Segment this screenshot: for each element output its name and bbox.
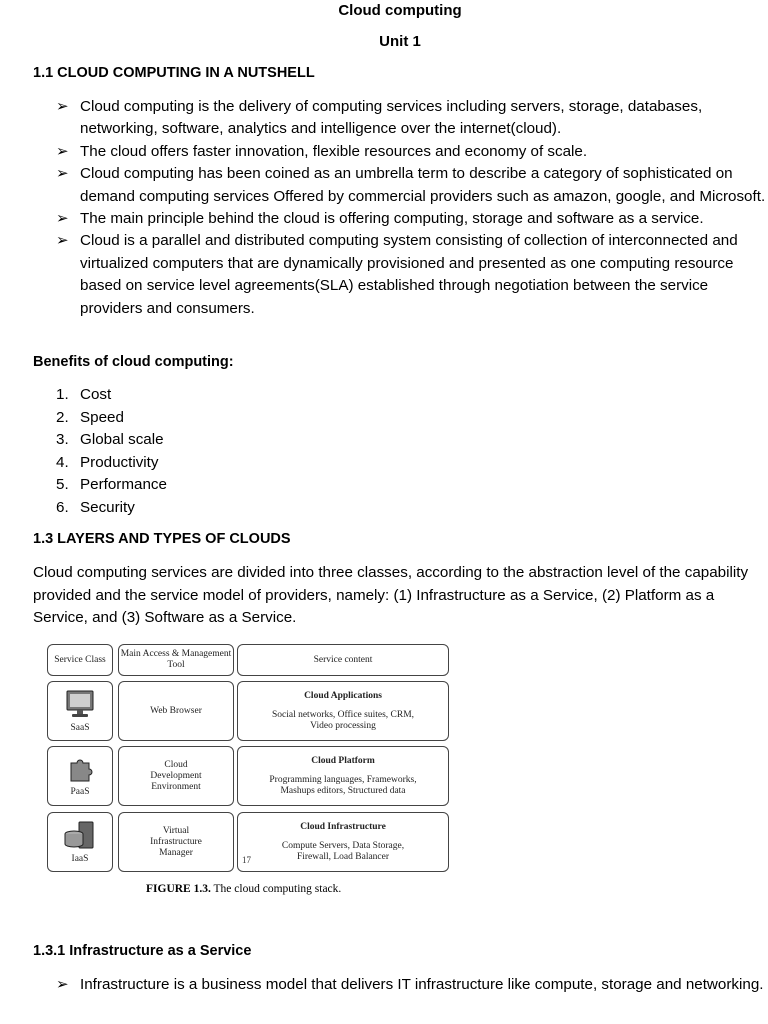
paas-class-cell xyxy=(47,746,113,806)
monitor-icon xyxy=(63,689,97,721)
list-item: ➢ The cloud offers faster innovation, flexible resources and economy of scale. xyxy=(56,141,768,163)
figure-caption xyxy=(146,883,341,895)
paas-tool-cell: Cloud Development Environment xyxy=(118,746,234,806)
iaas-content-title: Cloud Infrastructure xyxy=(300,821,386,832)
header-service-content: Service content xyxy=(237,644,449,676)
iaas-class-cell xyxy=(47,812,113,872)
section-heading-1-3-1: 1.3.1 Infrastructure as a Service xyxy=(33,943,252,959)
iaas-bullet-list xyxy=(56,974,768,996)
section-heading-1-3: 1.3 LAYERS AND TYPES OF CLOUDS xyxy=(33,531,291,547)
list-item: 2. Speed xyxy=(56,408,124,426)
benefits-heading: Benefits of cloud computing: xyxy=(33,354,234,370)
header-main-access-tool: Main Access & Management Tool xyxy=(118,644,234,676)
list-item: 5. Performance xyxy=(56,476,167,493)
arrow-bullet-icon: ➢ xyxy=(56,232,69,250)
iaas-tool-cell: Virtual Infrastructure Manager xyxy=(118,812,234,872)
saas-content-desc: Social networks, Office suites, CRM, Video processing xyxy=(271,709,415,731)
arrow-bullet-icon: ➢ xyxy=(56,210,69,228)
document-title: Cloud computing xyxy=(338,2,462,19)
list-item: ➢ The main principle behind the cloud is offering computing, storage and software as a service. xyxy=(56,208,768,230)
saas-class-cell xyxy=(47,681,113,741)
list-item: ➢ Cloud computing is the delivery of computing services including servers, storage, databases, networking, software, analytics and intelligence over the internet(cloud). xyxy=(56,98,703,138)
nutshell-bullet-list xyxy=(56,96,768,320)
saas-content-title: Cloud Applications xyxy=(304,690,382,701)
server-storage-icon xyxy=(63,820,97,852)
list-item: 1. Cost xyxy=(56,386,112,403)
section-heading-1-1: 1.1 CLOUD COMPUTING IN A NUTSHELL xyxy=(33,65,315,81)
list-item: 6. Security xyxy=(56,498,135,516)
puzzle-piece-icon xyxy=(65,755,95,785)
list-item: ➢ Cloud is a parallel and distributed computing system consisting of collection of interconnected and virtualized computers that are dynamically provisioned and presented as one computing resource based on service level agreements(SLA) established through negotiation between the service providers and consumers. xyxy=(56,232,738,317)
header-service-class: Service Class xyxy=(47,644,113,676)
paas-content-cell xyxy=(237,746,449,806)
saas-label: SaaS xyxy=(70,722,90,733)
list-item: ➢ Cloud computing has been coined as an umbrella term to describe a category of sophisticated on demand computing services Offered by commercial providers such as amazon, google, and Microsoft. xyxy=(56,165,766,205)
section-1-3-paragraph: Cloud computing services are divided into three classes, according to the abstraction level of the capability provided and the service model of providers, namely: (1) Infrastructure as a Service, (2) Platform as a Service, and (3) Software as a Service. xyxy=(33,564,749,626)
arrow-bullet-icon: ➢ xyxy=(56,976,69,993)
figure-caption-text: The cloud computing stack. xyxy=(213,883,342,895)
paas-label: PaaS xyxy=(70,786,90,797)
iaas-content-desc: Compute Servers, Data Storage, Firewall, Load Balancer xyxy=(281,840,405,862)
paas-content-desc: Programming languages, Frameworks, Mashups editors, Structured data xyxy=(269,774,417,796)
arrow-bullet-icon: ➢ xyxy=(56,142,69,160)
saas-content-cell xyxy=(237,681,449,741)
unit-label: Unit 1 xyxy=(379,33,421,50)
list-item: ➢ Infrastructure is a business model that delivers IT infrastructure like compute, storage and networking. xyxy=(56,974,768,996)
list-item: 3. Global scale xyxy=(56,431,164,448)
arrow-bullet-icon: ➢ xyxy=(56,98,69,115)
figure-caption-label: FIGURE 1.3. xyxy=(146,883,211,895)
arrow-bullet-icon: ➢ xyxy=(56,165,69,183)
page-number: 17 xyxy=(242,855,251,865)
iaas-content-cell xyxy=(237,812,449,872)
iaas-label: IaaS xyxy=(71,853,89,864)
cloud-stack-figure xyxy=(47,642,451,874)
paas-content-title: Cloud Platform xyxy=(311,755,375,766)
saas-tool-cell: Web Browser xyxy=(118,681,234,741)
list-item: 4. Productivity xyxy=(56,453,159,471)
benefits-list xyxy=(56,384,167,519)
